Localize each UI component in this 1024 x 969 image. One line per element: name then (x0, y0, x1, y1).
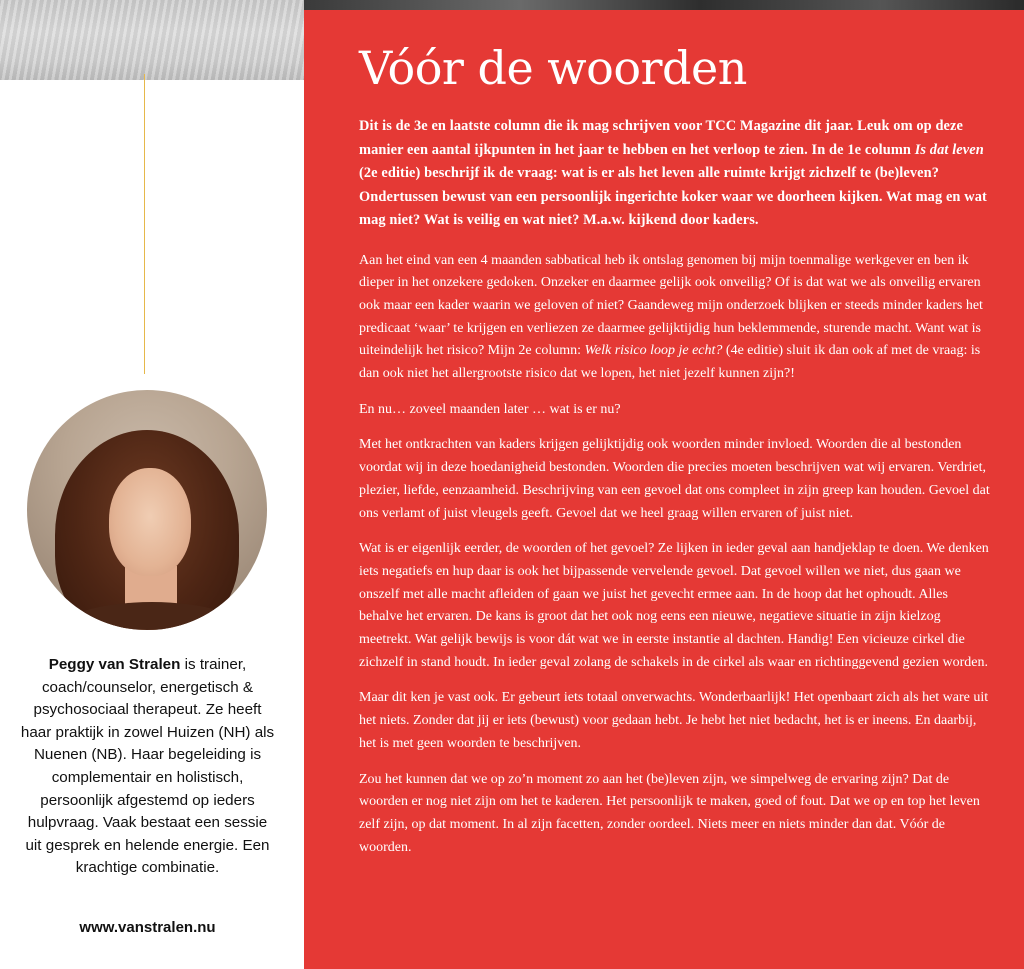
paragraph-1-italic-title: Welk risico loop je echt? (584, 343, 723, 359)
accent-line (144, 74, 145, 374)
article-paragraph-6: Zou het kunnen dat we op zo’n moment zo aan het (be)leven zijn, we simpelweg de ervaring zijn? Dat de woorden er nog niet zijn om het te kaderen. Het persoonlijk te maken, goed of fout. Dat we op en top het leven zelf zijn, op dat moment. In al zijn facetten, zonder oordeel. Niets meer en niets minder dan dat. Vóór de woorden. (359, 771, 980, 855)
article-title: Vóór de woorden (359, 41, 747, 95)
author-name: Peggy van Stralen (48, 656, 181, 673)
paragraph-1-text-1: Aan het eind van een 4 maanden sabbatical heb ik ontslag genomen bij mijn toenmalige werkgever en ben ik dieper in het onzekere gedoken. Onzeker en daarmee gelijk ook onveilig? Of is dat wat we als onveilig ervaren ook maar een kader waarin we geloven of niet? Gaandeweg mijn onderzoek blijken er steeds minder kaders het predicaat ‘waar’ te krijgen en verliezen ze daarmee gelijktijdig hun beklemmende, sturende macht. Want wat is uiteindelijk het risico? Mijn 2e column: (359, 252, 983, 359)
intro-text-2: (2e editie) beschrijf ik de vraag: wat is er als het leven alle ruimte krijgt zichzelf te (be)leven? Ondertussen bewust van een persoonlijk ingerichte koker waar we doorheen kijken. Wat mag en wat mag niet? Wat is veilig en wat niet? M.a.w. kijkend door kaders. (359, 165, 987, 228)
intro-text-1: Dit is de 3e en laatste column die ik mag schrijven voor TCC Magazine dit jaar. Leuk om op deze manier een aantal ijkpunten in het jaar te hebben en het verloop te zien. In de 1e column (359, 118, 964, 158)
top-photo-strip (0, 0, 304, 80)
article-paragraph-3: Met het ontkrachten van kaders krijgen gelijktijdig ook woorden minder invloed. Woorden die al bestonden voordat wij in deze hoedanigheid bestonden. Woorden die precies moeten beschrijven wat wij ervaren. Verdriet, plezier, liefde, eenzaamheid. Beschrijving van een gevoel dat ons compleet in zijn greep kan houden. Gevoel dat ons verlamt of juist vleugels geeft. Gevoel dat we heel graag willen ervaren of juist niet. (359, 437, 990, 521)
author-bio-text: is trainer, coach/counselor, energetisch & psychosociaal therapeut. Ze heeft haar praktijk in zowel Huizen (NH) als Nuenen (NB). Haar begeleiding is complementair en holistisch, persoonlijk afgestemd op ieders hulpvraag. Vaak bestaat een sessie uit gesprek en helende energie. Een krachtige combinatie. (20, 656, 275, 877)
author-website-link[interactable]: www.vanstralen.nu (79, 919, 216, 936)
article-paragraph-4: Wat is er eigenlijk eerder, de woorden of het gevoel? Ze lijken in ieder geval aan handjeklap te doen. We denken iets negatiefs en hup daar is ook het bijpassende vervelende gevoel. Dat gevoel willen we niet, dus gaan we onszelf met alle macht afleiden of gaan we juist het gevecht ermee aan. In de hoop dat het ophoudt. Alles behalve het ervaren. De kans is groot dat het ook nog eens een nieuwe, negatieve situatie in zijn kielzog meetrekt. Wat gelijk bewijs is voor dát wat we in eerste instantie al dachten. Handig! Een vicieuze cirkel die zichzelf in stand houdt. In ieder geval zolang de schakels in de cirkel als waar en richtinggevend gezien worden. (359, 541, 989, 670)
intro-italic-title: Is dat leven (914, 141, 984, 158)
article-body (359, 115, 991, 859)
article-paragraph-1 (359, 250, 991, 386)
paragraph-1-text-2: (4e editie) sluit ik dan ook af met de vraag: is dan ook niet het allergrootste risico dat we lopen, het niet jezelf kunnen zijn?! (359, 343, 981, 382)
article-paragraph-2: En nu… zoveel maanden later … wat is er nu? (359, 401, 621, 417)
author-photo-face (109, 468, 191, 576)
author-photo (27, 390, 267, 630)
author-bio (20, 654, 275, 880)
article-paragraph-5: Maar dit ken je vast ook. Er gebeurt iets totaal onverwachts. Wonderbaarlijk! Het openbaart zich als het ware uit het niets. Zonder dat jij er iets (bewust) voor gedaan hebt. Je hebt het niet bedacht, het is er ineens. En daarbij, het is met geen woorden te beschrijven. (359, 690, 989, 751)
article-intro (359, 115, 991, 233)
top-photo-edge (304, 0, 1024, 10)
